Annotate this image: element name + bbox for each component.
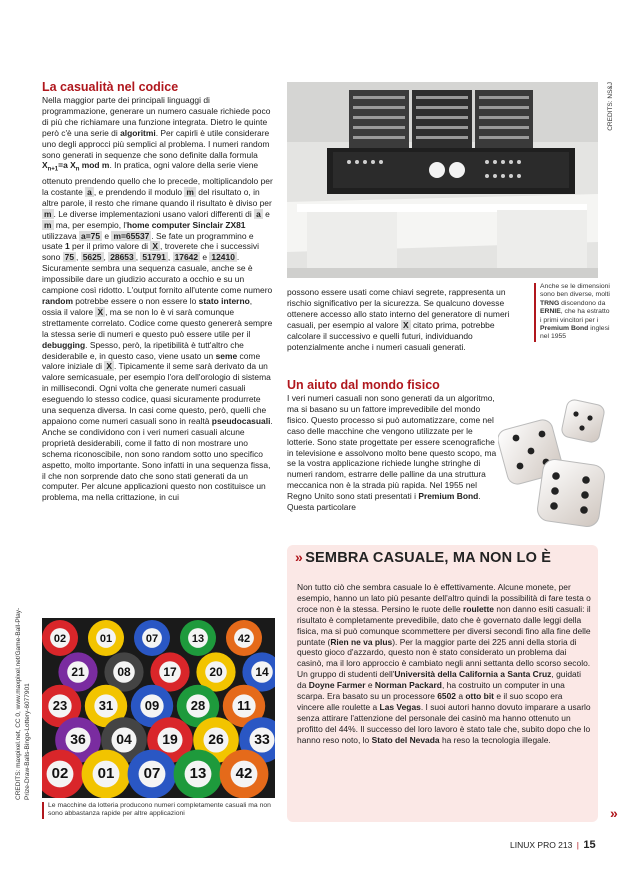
bold-term: Premium Bond (540, 325, 589, 333)
bold-term: seme (215, 350, 238, 361)
bold-term: ERNIE (540, 308, 561, 316)
subscript: n (75, 167, 80, 174)
lottery-ball (128, 750, 177, 798)
footer-separator: | (576, 840, 579, 850)
subscript: n+1 (47, 167, 59, 174)
section1-body: Nella maggior parte dei principali linguaggi di programmazione, generare un numero casuale richiede poco di più che richiamare una funzione integrata. Dietro le quinte però c'è una serie di algoritmi. Per capirli è utile considerare uno degli approcci più semplici al problema. I numeri random sono generati in sequenze che sono definite dalla formula $X_{n+1}=a$ $X_n$ mod m. In pratica, ogni valore della serie viene ottenuto prendendo quello che lo precede, moltiplicandolo per la costante a , e prendendo il modulo m del risultato o, in altre parole, il resto che rimane quando il risultato è diviso per m . Le diverse implementazioni usano valori differenti di a e m ma, per esempio, l'home computer Sinclair ZX81 utilizzava a=75 e m=65537 . Se fate un programmino e usate 1 per il primo valore di X , troverete che i successivi sono 75 , 5625 , 28653 , 51791 , 17642 e 12410 . Sicuramente sembra una sequenza casuale, anche se è impossibile dare un giudizio accurato a occhio e su un campione così ridotto. L'output fornito all'utente come numero random potrebbe essere o non essere lo stato interno, ossia il valore X , ma se non lo è vi sarà comunque strettamente correlato. Codice come questo genererà sempre la stessa serie di numeri e questo può essere utile per il debugging. Spesso, però, la ripetibilità è tutt'altro che desiderabile e, in questo caso, viene usato un seme come valore iniziale di X . Tipicamente il seme sarà derivato da un valore semicasuale, per esempio l'ora dell'orologio di sistema in millisecondi. Ogni volta che generate numeri casuali eseguendo lo stesso codice, quasi sicuramente produrrete una sequenza diversa. In casi come questo, però, quelli che appaiono come numeri casuali sono in realtà pseudocasuali. Anche se condividono con i veri numeri casuali alcune proprietà desiderabili, come il fatto di non mostrare uno schema riconoscibile, non sono random sotto uno specifico aspetto, molto importante. Sono infatti in una sequenza fissa, il che non sorprende dato che sono stati generati da un computer. Per alcune applicazioni questo non costituisce un problema, ma nella crittazione, in cui (42, 95, 273, 503)
lottery-balls-photo (42, 618, 275, 798)
lottery-ball (226, 620, 262, 656)
page-footer (510, 840, 596, 851)
lottery-ball (180, 620, 216, 656)
lottery-ball-number: 36 (70, 731, 86, 747)
code-value: X (106, 361, 113, 372)
code-value: a=75 (81, 230, 101, 241)
die-front (536, 458, 606, 528)
lottery-ball-number: 02 (53, 633, 67, 645)
bold-term: Stato del Nevada (371, 734, 440, 745)
credit-line-1: CREDITS: maxpixel.net, CC 0, www.maxpixel.net/Game-Ball-Play- (15, 607, 22, 800)
code-value: 12410 (211, 252, 235, 263)
lottery-ball-number: 14 (255, 665, 269, 679)
lottery-ball-number: 02 (51, 765, 69, 782)
lottery-ball-number: 11 (237, 698, 251, 713)
lottery-ball-number: 01 (97, 765, 115, 782)
bold-term: Università della California a Santa Cruz (394, 669, 552, 680)
lottery-ball-number: 28 (190, 698, 206, 713)
lottery-ball-number: 07 (143, 765, 161, 782)
bold-term: stato interno (198, 296, 250, 306)
section2-body: I veri numeri casuali non sono generati da un algoritmo, ma si basano su un fattore imprevedibile del mondo fisico. Questo processo si può automatizzare, come nel caso delle macchine che vengono utilizzate per le lotterie. Sono state progettate per essere scenografiche in televisione e assolvono molto bene questo scopo, ma se la vostra applicazione richiede lunghe stringhe di numeri random, estrarre delle palline da una struttura meccanica non è la strada più rapida. Nel 1955 nel Regno Unito sono stati presentati i Premium Bond. Questa particolare (287, 393, 497, 513)
lottery-ball (88, 620, 124, 656)
bold-term: debugging (42, 339, 86, 350)
code-value: m (44, 208, 52, 219)
code-value: X (152, 241, 158, 252)
lottery-ball-number: 07 (145, 633, 159, 645)
dice-illustration (498, 394, 618, 534)
ernie-illustration (287, 82, 598, 278)
bold-term: random (42, 296, 73, 306)
lottery-ball-number: 42 (237, 633, 251, 645)
bold-term: home computer Sinclair ZX81 (126, 219, 246, 230)
die-small (560, 398, 605, 443)
continue-arrow-icon: » (610, 805, 618, 821)
code-value: 75 (64, 252, 75, 263)
code-value: m=65537 (113, 230, 150, 241)
bold-term: 1 (65, 241, 70, 252)
lottery-ball-number: 33 (254, 731, 270, 747)
bold-term: roulette (463, 603, 494, 614)
bold-term: =a X (58, 160, 76, 171)
credit-line-2: Prize-Draw-Balls-Bingo-Lottery-6077901 (24, 683, 31, 800)
lottery-ball-number: 21 (71, 665, 85, 679)
section-heading-randomness-in-code: La casualità nel codice (42, 80, 179, 94)
bold-term: Las Vegas (379, 701, 421, 712)
ernie-machine-photo (287, 82, 598, 278)
sidebar-box (287, 545, 598, 822)
bold-term: TRNG (540, 299, 560, 307)
lottery-ball-number: 13 (189, 765, 207, 782)
lottery-ball-number: 13 (191, 633, 205, 645)
lottery-ball (82, 750, 131, 798)
chevron-right-icon: » (295, 549, 303, 565)
code-value: 51791 (142, 252, 166, 263)
lottery-ball-number: 26 (208, 731, 224, 747)
photo-credit-ns-j: CREDITS: NS&J (607, 82, 614, 131)
footer-page-number: 15 (583, 839, 596, 851)
bold-term: Doyne Farmer (308, 680, 366, 691)
lottery-ball (220, 750, 269, 798)
lottery-ball (42, 620, 78, 656)
code-value: 17642 (174, 252, 199, 263)
bold-term: 6502 (437, 691, 457, 702)
lottery-ball-number: 42 (235, 765, 253, 782)
lottery-ball-number: 08 (117, 665, 131, 679)
lottery-ball (134, 620, 170, 656)
code-value: m (44, 219, 52, 230)
bold-term: otto bit (465, 691, 494, 702)
code-value: m (186, 186, 194, 197)
bold-term: pseudocasuali (211, 415, 271, 426)
lottery-ball-number: 19 (162, 731, 178, 747)
lottery-ball (174, 750, 223, 798)
lottery-balls-illustration (42, 618, 275, 798)
lottery-ball-number: 04 (116, 731, 132, 747)
footer-magazine: LINUX PRO 213 (510, 840, 573, 850)
code-value: a (87, 186, 92, 197)
bold-term: Norman Packard (374, 680, 442, 691)
caption-ernie: Anche se le dimensioni sono ben diverse, molti TRNG discendono da ERNIE, che ha estratto i primi vincitori per i Premium Bond inglesi nel 1955 (534, 283, 610, 342)
code-value: X (97, 306, 104, 317)
bold-term: Premium Bond (418, 491, 479, 502)
code-value: 28653 (110, 252, 134, 263)
code-value: a (256, 208, 261, 219)
code-value: 5625 (82, 252, 102, 263)
lottery-ball-number: 31 (98, 698, 114, 713)
lottery-ball-number: 23 (52, 698, 68, 713)
lottery-ball-number: 17 (163, 665, 177, 679)
bold-term: mod m (79, 160, 110, 171)
lottery-ball-number: 01 (99, 633, 113, 645)
bold-term: X (42, 160, 48, 171)
bold-term: Rien ne va plus (330, 636, 393, 647)
sidebar-box-body: Non tutto ciò che sembra casuale lo è effettivamente. Alcune monete, per esempio, hanno un lato più pesante dell'altro quindi la possibilità di fare testa o croce non è la stessa. Persino le ruote delle roulette non danno esiti casuali: il risultato è completamente prevedibile, dato che è governato dalle leggi della fisica, ma si può comunque scommettere per diversi secondi fino alla fine delle puntate (Rien ne va plus). Per la maggior parte dei 225 anni della storia di questo gioco d'azzardo, questo non è stato considerato un problema dai casinò, ma il loro approccio è cambiato negli anni settanta dello scorso secolo. Un gruppo di studenti dell'Università della California a Santa Cruz, guidati da Doyne Farmer e Norman Packard, ha costruito un computer in una scarpa. Era basato su un processore 6502 a otto bit e il suo scopo era vincere alle roulette a Las Vegas. I suoi autori hanno dovuto imparare a usarlo senza attirare l'attenzione del personale dei casinò ma hanno ottenuto un profitto del 44%. Il successo del loro lavoro è stato tale che, subito dopo che lo hanno reso noto, lo Stato del Nevada ha reso la tecnologia illegale. (297, 582, 591, 745)
sidebar-box-title: SEMBRA CASUALE, MA NON LO È (305, 550, 552, 566)
section1-continuation: possono essere usati come chiavi segrete, rappresenta un rischio significativo per la sicurezza. Se qualcuno dovesse ottenere accesso allo stato interno del generatore di numeri casuali, per esempio al valore X citato prima, potrebbe calcolare il successivo e quelli futuri, individuando potenzialmente anche i numeri casuali generati. (287, 287, 510, 352)
lottery-ball-number: 09 (144, 698, 160, 713)
code-value: X (402, 319, 409, 330)
caption-lottery: Le macchine da lotteria producono numeri completamente casuali ma non sono abbastanza rapide per altre applicazioni (42, 802, 274, 819)
photo-credit-maxpixel (14, 608, 32, 800)
section-heading-physical-world: Un aiuto dal mondo fisico (287, 378, 440, 392)
sidebar-box-header (295, 549, 595, 566)
lottery-ball-number: 20 (209, 665, 223, 679)
bold-term: algoritmi (120, 127, 156, 138)
